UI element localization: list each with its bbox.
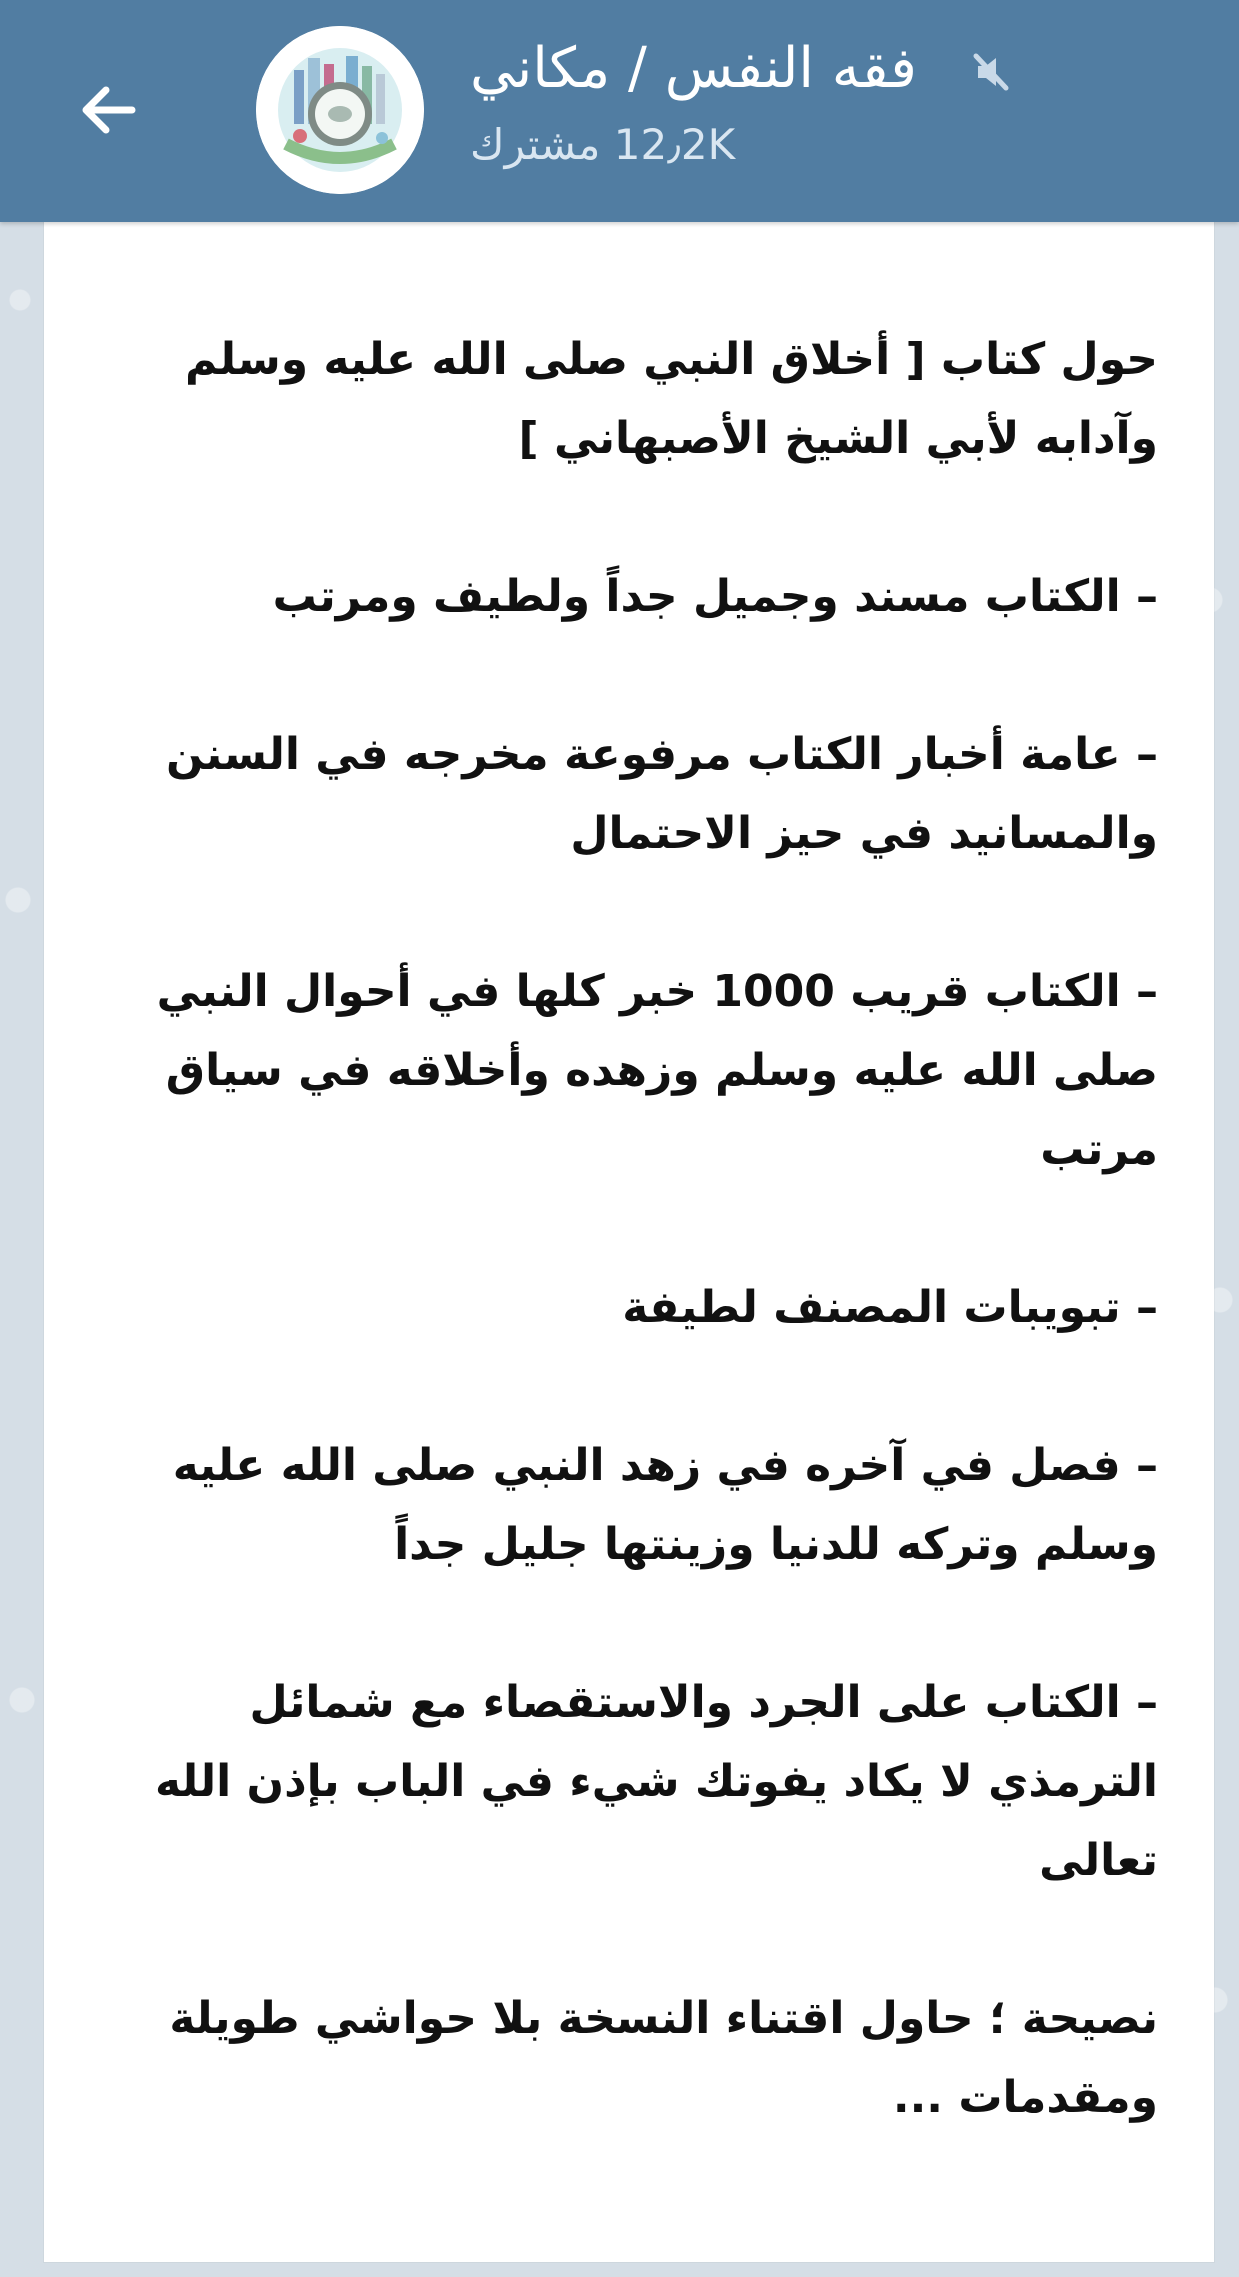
channel-avatar[interactable]	[256, 26, 424, 194]
chat-header	[0, 0, 1239, 222]
channel-title-block[interactable]	[470, 36, 1070, 186]
channel-title: فقه النفس / مكاني	[470, 36, 917, 101]
message-paragraph: حول كتاب [ أخلاق النبي صلى الله عليه وسلم وآدابه لأبي الشيخ الأصبهاني ]	[185, 334, 1158, 464]
muted-speaker-icon	[968, 48, 1016, 96]
subscriber-count: 12٫2K مشترك	[470, 120, 736, 169]
message-paragraph: – تبويبات المصنف لطيفة	[622, 1282, 1158, 1333]
message-card[interactable]	[44, 222, 1214, 2262]
message-paragraph: – الكتاب قريب 1000 خبر كلها في أحوال النبي صلى الله عليه وسلم وزهده وأخلاقه في سياق مرتب	[156, 966, 1158, 1175]
message-paragraph: نصيحة ؛ حاول اقتناء النسخة بلا حواشي طويلة ومقدمات ...	[169, 1993, 1158, 2123]
arrow-left-icon	[76, 78, 140, 142]
message-paragraph: – الكتاب على الجرد والاستقصاء مع شمائل الترمذي لا يكاد يفوتك شيء في الباب بإذن الله تعالى	[154, 1677, 1158, 1886]
message-paragraph: – الكتاب مسند وجميل جداً ولطيف ومرتب	[272, 571, 1158, 622]
avatar-image	[256, 26, 424, 194]
message-paragraph: – فصل في آخره في زهد النبي صلى الله عليه وسلم وتركه للدنيا وزينتها جليل جداً	[172, 1440, 1158, 1570]
message-paragraph: – عامة أخبار الكتاب مرفوعة مخرجه في السنن والمسانيد في حيز الاحتمال	[166, 729, 1158, 859]
back-button[interactable]	[66, 68, 150, 152]
message-body	[114, 320, 1158, 2216]
